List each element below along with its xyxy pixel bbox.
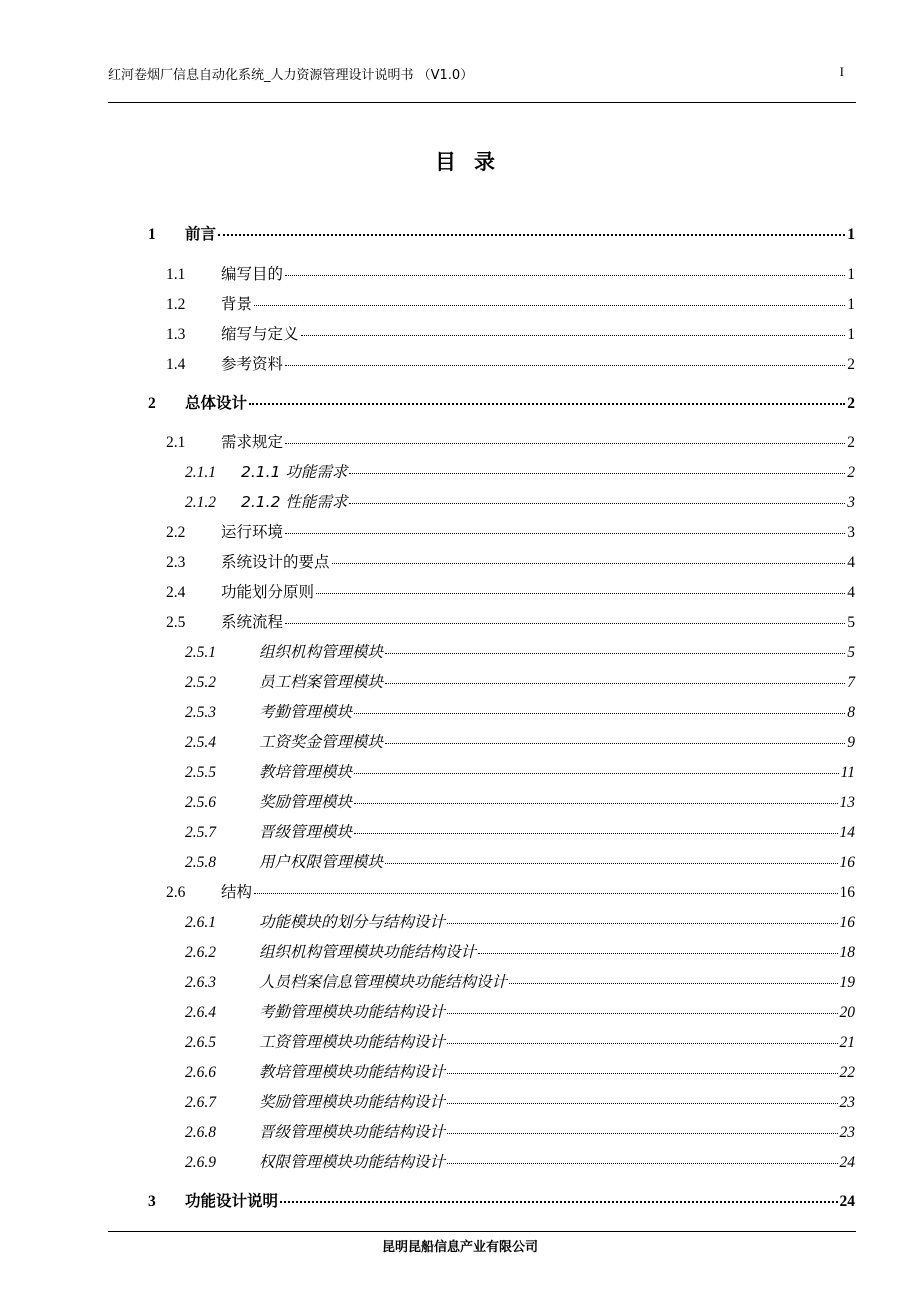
toc-entry-number: 1.4 bbox=[166, 356, 186, 373]
toc-entry[interactable] bbox=[166, 550, 855, 574]
toc-entry-title: 结构 bbox=[221, 883, 253, 901]
toc-entry-title: 参考资料 bbox=[221, 355, 284, 373]
toc-entry-title: 权限管理模块功能结构设计 bbox=[259, 1153, 446, 1171]
toc-entry-page-number: 4 bbox=[847, 554, 855, 571]
toc-entry-number: 1.3 bbox=[166, 326, 186, 343]
header-page-number: I bbox=[839, 64, 844, 79]
toc-entry[interactable] bbox=[185, 1120, 855, 1144]
toc-dot-leader bbox=[285, 533, 845, 534]
toc-entry-number: 2.6.2 bbox=[185, 944, 216, 961]
toc-dot-leader bbox=[254, 305, 845, 306]
toc-dot-leader bbox=[447, 1133, 837, 1134]
toc-entry-page-number: 24 bbox=[839, 1154, 855, 1171]
toc-entry[interactable] bbox=[148, 391, 855, 415]
toc-entry-page-number: 16 bbox=[839, 884, 855, 901]
toc-entry-number: 2.5.2 bbox=[185, 674, 216, 691]
toc-entry-title: 工资管理模块功能结构设计 bbox=[259, 1033, 446, 1051]
toc-dot-leader bbox=[447, 1073, 837, 1074]
toc-entry-number: 2.5.3 bbox=[185, 704, 216, 721]
toc-entry-page-number: 16 bbox=[839, 854, 855, 871]
toc-entry-page-number: 1 bbox=[847, 266, 855, 283]
toc-entry-page-number: 5 bbox=[847, 644, 855, 661]
toc-entry[interactable] bbox=[166, 580, 855, 604]
toc-entry-title: 教培管理模块功能结构设计 bbox=[259, 1063, 446, 1081]
toc-entry[interactable] bbox=[185, 1150, 855, 1174]
toc-entry[interactable] bbox=[166, 520, 855, 544]
toc-entry-page-number: 14 bbox=[839, 824, 855, 841]
toc-entry-title: 需求规定 bbox=[221, 433, 284, 451]
toc-entry-title: 工资奖金管理模块 bbox=[259, 733, 384, 751]
toc-entry-title: 教培管理模块 bbox=[259, 763, 353, 781]
toc-entry-title: 组织机构管理模块 bbox=[259, 643, 384, 661]
toc-entry[interactable] bbox=[185, 820, 855, 844]
toc-entry-title: 运行环境 bbox=[221, 523, 284, 541]
toc-entry-title: 奖励管理模块 bbox=[259, 793, 353, 811]
toc-entry-page-number: 3 bbox=[847, 494, 855, 511]
toc-entry[interactable] bbox=[166, 610, 855, 634]
toc-entry[interactable] bbox=[185, 1090, 855, 1114]
toc-entry-number: 2.5 bbox=[166, 614, 186, 631]
toc-entry-number: 2.6.8 bbox=[185, 1124, 216, 1141]
toc-entry-title: 奖励管理模块功能结构设计 bbox=[259, 1093, 446, 1111]
toc-entry-number: 2.5.8 bbox=[185, 854, 216, 871]
toc-dot-leader bbox=[385, 863, 837, 864]
toc-dot-leader bbox=[218, 234, 845, 236]
toc-entry[interactable] bbox=[185, 460, 855, 484]
toc-entry-number: 2.5.1 bbox=[185, 644, 216, 661]
toc-entry-page-number: 23 bbox=[839, 1094, 855, 1111]
toc-entry-title: 系统流程 bbox=[221, 613, 284, 631]
toc-entry-number: 2.1.2 bbox=[185, 494, 216, 511]
toc-entry-title: 编写目的 bbox=[221, 265, 284, 283]
toc-entry-title: 功能划分原则 bbox=[221, 583, 315, 601]
toc-entry-page-number: 8 bbox=[847, 704, 855, 721]
toc-entry-page-number: 7 bbox=[847, 674, 855, 691]
toc-entry-page-number: 1 bbox=[847, 296, 855, 313]
toc-entry-page-number: 9 bbox=[847, 734, 855, 751]
toc-dot-leader bbox=[354, 803, 837, 804]
toc-entry-title: 考勤管理模块 bbox=[259, 703, 353, 721]
toc-dot-leader bbox=[301, 335, 846, 336]
toc-entry-number: 2.6.7 bbox=[185, 1094, 216, 1111]
toc-entry[interactable] bbox=[185, 670, 855, 694]
toc-entry-number: 2.6.9 bbox=[185, 1154, 216, 1171]
footer-rule bbox=[108, 1231, 856, 1232]
toc-entry[interactable] bbox=[166, 322, 855, 346]
toc-entry-number: 2.1.1 bbox=[185, 464, 216, 481]
toc-entry[interactable] bbox=[185, 1030, 855, 1054]
toc-entry-page-number: 20 bbox=[839, 1004, 855, 1021]
toc-dot-leader bbox=[354, 773, 839, 774]
header-rule bbox=[108, 102, 856, 103]
toc-entry-number: 3 bbox=[148, 1193, 156, 1210]
toc-dot-leader bbox=[332, 563, 846, 564]
toc-entry[interactable] bbox=[185, 970, 855, 994]
toc-entry-number: 2.6 bbox=[166, 884, 186, 901]
toc-entry[interactable] bbox=[185, 790, 855, 814]
toc-entry-number: 2.6.4 bbox=[185, 1004, 216, 1021]
toc-entry[interactable] bbox=[185, 850, 855, 874]
toc-entry[interactable] bbox=[166, 262, 855, 286]
toc-entry-page-number: 1 bbox=[847, 326, 855, 343]
toc-entry-title: 背景 bbox=[221, 295, 253, 313]
toc-dot-leader bbox=[285, 623, 845, 624]
toc-entry-page-number: 5 bbox=[847, 614, 855, 631]
toc-dot-leader bbox=[280, 1201, 837, 1203]
toc-entry[interactable] bbox=[185, 640, 855, 664]
toc-entry[interactable] bbox=[166, 430, 855, 454]
toc-entry-page-number: 21 bbox=[839, 1034, 855, 1051]
toc-entry-number: 2.5.7 bbox=[185, 824, 216, 841]
toc-dot-leader bbox=[349, 473, 845, 474]
toc-entry-title: 员工档案管理模块 bbox=[259, 673, 384, 691]
toc-entry-title: 功能设计说明 bbox=[185, 1192, 279, 1210]
page-footer: 昆明昆船信息产业有限公司 bbox=[381, 1240, 538, 1255]
toc-dot-leader bbox=[349, 503, 845, 504]
toc-entry-page-number: 11 bbox=[840, 764, 855, 781]
toc-entry-page-number: 2 bbox=[847, 434, 855, 451]
toc-entry-title: 功能模块的划分与结构设计 bbox=[259, 913, 446, 931]
toc-entry-page-number: 2 bbox=[847, 395, 855, 412]
toc-entry-title: 总体设计 bbox=[185, 394, 248, 412]
toc-entry[interactable] bbox=[185, 730, 855, 754]
toc-entry[interactable] bbox=[185, 490, 855, 514]
toc-entry-title: 考勤管理模块功能结构设计 bbox=[259, 1003, 446, 1021]
toc-entry-number: 2.1 bbox=[166, 434, 186, 451]
toc-entry-number: 2.5.4 bbox=[185, 734, 216, 751]
toc-entry-page-number: 2 bbox=[847, 464, 855, 481]
toc-entry-page-number: 22 bbox=[839, 1064, 855, 1081]
toc-entry-number: 2.5.5 bbox=[185, 764, 216, 781]
page-header bbox=[108, 64, 856, 86]
toc-entry-page-number: 2 bbox=[847, 356, 855, 373]
toc-dot-leader bbox=[285, 365, 845, 366]
header-title: 红河卷烟厂信息自动化系统_人力资源管理设计说明书 （V1.0） bbox=[108, 68, 474, 83]
toc-dot-leader bbox=[385, 743, 845, 744]
toc-entry-page-number: 24 bbox=[839, 1193, 855, 1210]
toc-entry-number: 2.5.6 bbox=[185, 794, 216, 811]
toc-entry[interactable] bbox=[185, 760, 855, 784]
toc-entry-page-number: 3 bbox=[847, 524, 855, 541]
toc-entry-number: 2.3 bbox=[166, 554, 186, 571]
toc-entry-title: 组织机构管理模块功能结构设计 bbox=[259, 943, 477, 961]
toc-dot-leader bbox=[254, 893, 837, 894]
toc-entry-title: 用户权限管理模块 bbox=[259, 853, 384, 871]
toc-dot-leader bbox=[385, 683, 845, 684]
toc-entry-title: 2.1.2 性能需求 bbox=[241, 493, 348, 511]
toc-entry[interactable] bbox=[185, 910, 855, 934]
toc-entry-title: 人员档案信息管理模块功能结构设计 bbox=[259, 973, 508, 991]
toc-dot-leader bbox=[447, 923, 837, 924]
page-title: 目录 bbox=[435, 150, 513, 174]
toc-dot-leader bbox=[447, 1043, 837, 1044]
toc-entry-number: 2 bbox=[148, 395, 156, 412]
toc-dot-leader bbox=[509, 983, 837, 984]
toc-dot-leader bbox=[354, 713, 845, 714]
toc-entry-title: 前言 bbox=[185, 225, 217, 243]
toc-dot-leader bbox=[354, 833, 837, 834]
toc-entry[interactable] bbox=[166, 880, 855, 904]
toc-entry-number: 2.6.6 bbox=[185, 1064, 216, 1081]
toc-entry[interactable] bbox=[185, 940, 855, 964]
toc-entry-page-number: 19 bbox=[839, 974, 855, 991]
toc-entry[interactable] bbox=[166, 352, 855, 376]
toc-dot-leader bbox=[316, 593, 845, 594]
toc-entry-page-number: 18 bbox=[839, 944, 855, 961]
toc-entry-title: 晋级管理模块功能结构设计 bbox=[259, 1123, 446, 1141]
toc-entry-number: 2.2 bbox=[166, 524, 186, 541]
toc-entry[interactable] bbox=[185, 1000, 855, 1024]
toc-entry-title: 2.1.1 功能需求 bbox=[241, 463, 348, 481]
toc-dot-leader bbox=[285, 275, 845, 276]
toc-dot-leader bbox=[285, 443, 845, 444]
toc-entry-page-number: 13 bbox=[839, 794, 855, 811]
toc-entry[interactable] bbox=[148, 1189, 855, 1213]
toc-entry-number: 2.4 bbox=[166, 584, 186, 601]
toc-dot-leader bbox=[478, 953, 837, 954]
toc-entry-number: 1.1 bbox=[166, 266, 186, 283]
toc-entry-page-number: 4 bbox=[847, 584, 855, 601]
toc-dot-leader bbox=[447, 1103, 837, 1104]
toc-entry[interactable] bbox=[166, 292, 855, 316]
toc-entry-number: 2.6.5 bbox=[185, 1034, 216, 1051]
toc-entry-title: 系统设计的要点 bbox=[221, 553, 330, 571]
toc-entry-number: 1 bbox=[148, 226, 156, 243]
toc-entry-page-number: 1 bbox=[847, 226, 855, 243]
toc-entry-page-number: 23 bbox=[839, 1124, 855, 1141]
toc-dot-leader bbox=[249, 403, 845, 405]
toc-dot-leader bbox=[447, 1013, 837, 1014]
toc-dot-leader bbox=[447, 1163, 837, 1164]
toc-entry-number: 2.6.1 bbox=[185, 914, 216, 931]
toc-dot-leader bbox=[385, 653, 845, 654]
toc-entry[interactable] bbox=[185, 700, 855, 724]
toc-entry[interactable] bbox=[185, 1060, 855, 1084]
toc-entry-title: 缩写与定义 bbox=[221, 325, 299, 343]
toc-entry-title: 晋级管理模块 bbox=[259, 823, 353, 841]
toc-entry-number: 2.6.3 bbox=[185, 974, 216, 991]
toc-entry-page-number: 16 bbox=[839, 914, 855, 931]
toc-entry-number: 1.2 bbox=[166, 296, 186, 313]
toc-entry[interactable] bbox=[148, 222, 855, 246]
